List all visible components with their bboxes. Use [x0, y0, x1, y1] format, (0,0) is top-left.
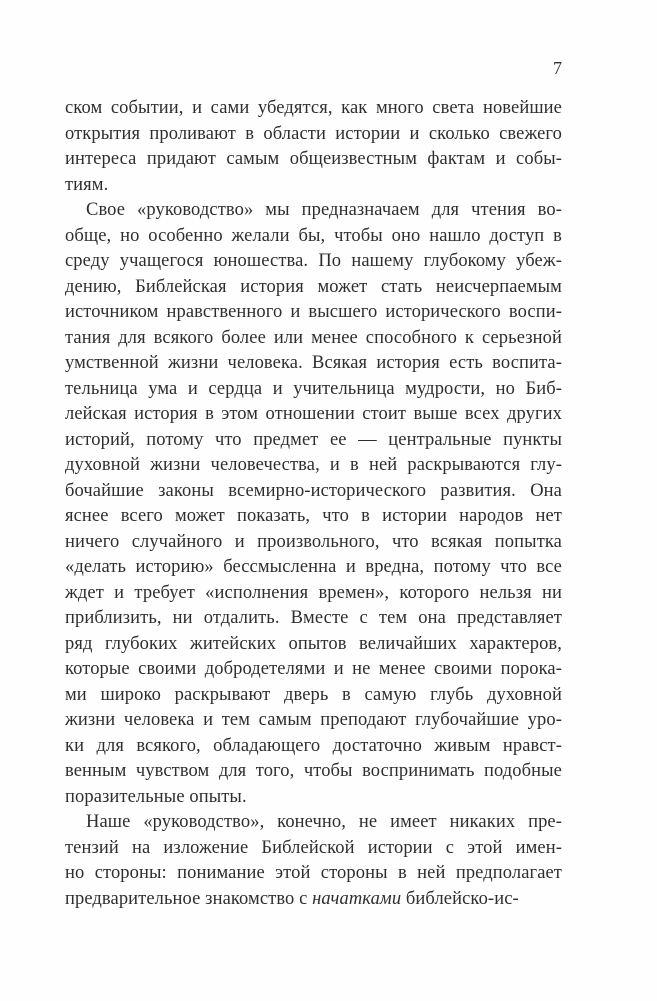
text-line: тензий на изложение Библейской истории с этой имен-	[65, 837, 562, 858]
text-line: ки для всякого, обладающего достаточно живым нравст-	[65, 735, 562, 756]
text-line: ничего случайного и произвольного, что всякая попытка	[65, 531, 562, 552]
text-line: яснее всего может показать, что в истории народов нет	[65, 506, 562, 526]
text-line: духовной жизни человечества, и в ней раскрываются глу-	[65, 455, 562, 475]
text-line: ми широко раскрывают дверь в самую глубь духовной	[65, 684, 562, 705]
text-line: интереса придают самым общеизвестным фактам и собы-	[65, 149, 562, 169]
text-line: ряд глубоких житейских опытов величайших характеров,	[65, 633, 562, 654]
text-line: среду учащегося юношества. По нашему глубокому убеж-	[65, 251, 562, 271]
text-line: жизни человека и тем самым преподают глубочайшие уро-	[65, 710, 562, 730]
text-line: Наше «руководство», конечно, не имеет никаких пре-	[86, 812, 562, 832]
text-line: лейская история в этом отношении стоит выше всех других	[65, 404, 562, 424]
text-block	[65, 96, 562, 912]
text-line: дению, Библейская история может стать неисчерпаемым	[65, 276, 562, 297]
text-line: поразительные опыты.	[65, 786, 247, 807]
text-line: источником нравственного и высшего исторического воспи-	[65, 302, 562, 322]
text-line: бочайшие законы всемирно-исторического развития. Она	[65, 480, 562, 501]
italic-text: начатками	[312, 888, 402, 909]
text-line: обще, но особенно желали бы, чтобы оно нашло доступ в	[65, 225, 562, 246]
text-line: которые своими добродетелями и не менее своими порока-	[65, 659, 562, 679]
text-line: приблизить, ни отдалить. Вместе с тем она представляет	[65, 608, 562, 628]
text-line: венным чувством для того, чтобы воспринимать подобные	[65, 761, 562, 781]
text-line: открытия проливают в области истории и сколько свежего	[65, 123, 562, 144]
text-line: тания для всякого более или менее способного к серьезной	[65, 327, 562, 348]
text-line: умственной жизни человека. Всякая история есть воспита-	[65, 353, 562, 373]
text-line: Свое «руководство» мы предназначаем для чтения во-	[86, 200, 562, 220]
text-line: «делать историю» бессмысленна и вредна, потому что все	[65, 557, 562, 577]
text-line: но стороны: понимание этой стороны в ней предполагает	[65, 863, 562, 883]
text-line: ском событии, и сами убедятся, как много света новейшие	[65, 98, 562, 118]
text-line: ждет и требует «исполнения времен», которого нельзя ни	[65, 582, 562, 603]
text-line: историй, потому что предмет ее — центральные пункты	[65, 429, 562, 450]
text-line: предварительное знакомство с начатками библейско-ис-	[65, 888, 519, 909]
page-number: 7	[553, 58, 562, 78]
text-line: тиям.	[65, 174, 109, 195]
text-line: тельница ума и сердца и учительница мудрости, но Биб-	[65, 378, 562, 399]
